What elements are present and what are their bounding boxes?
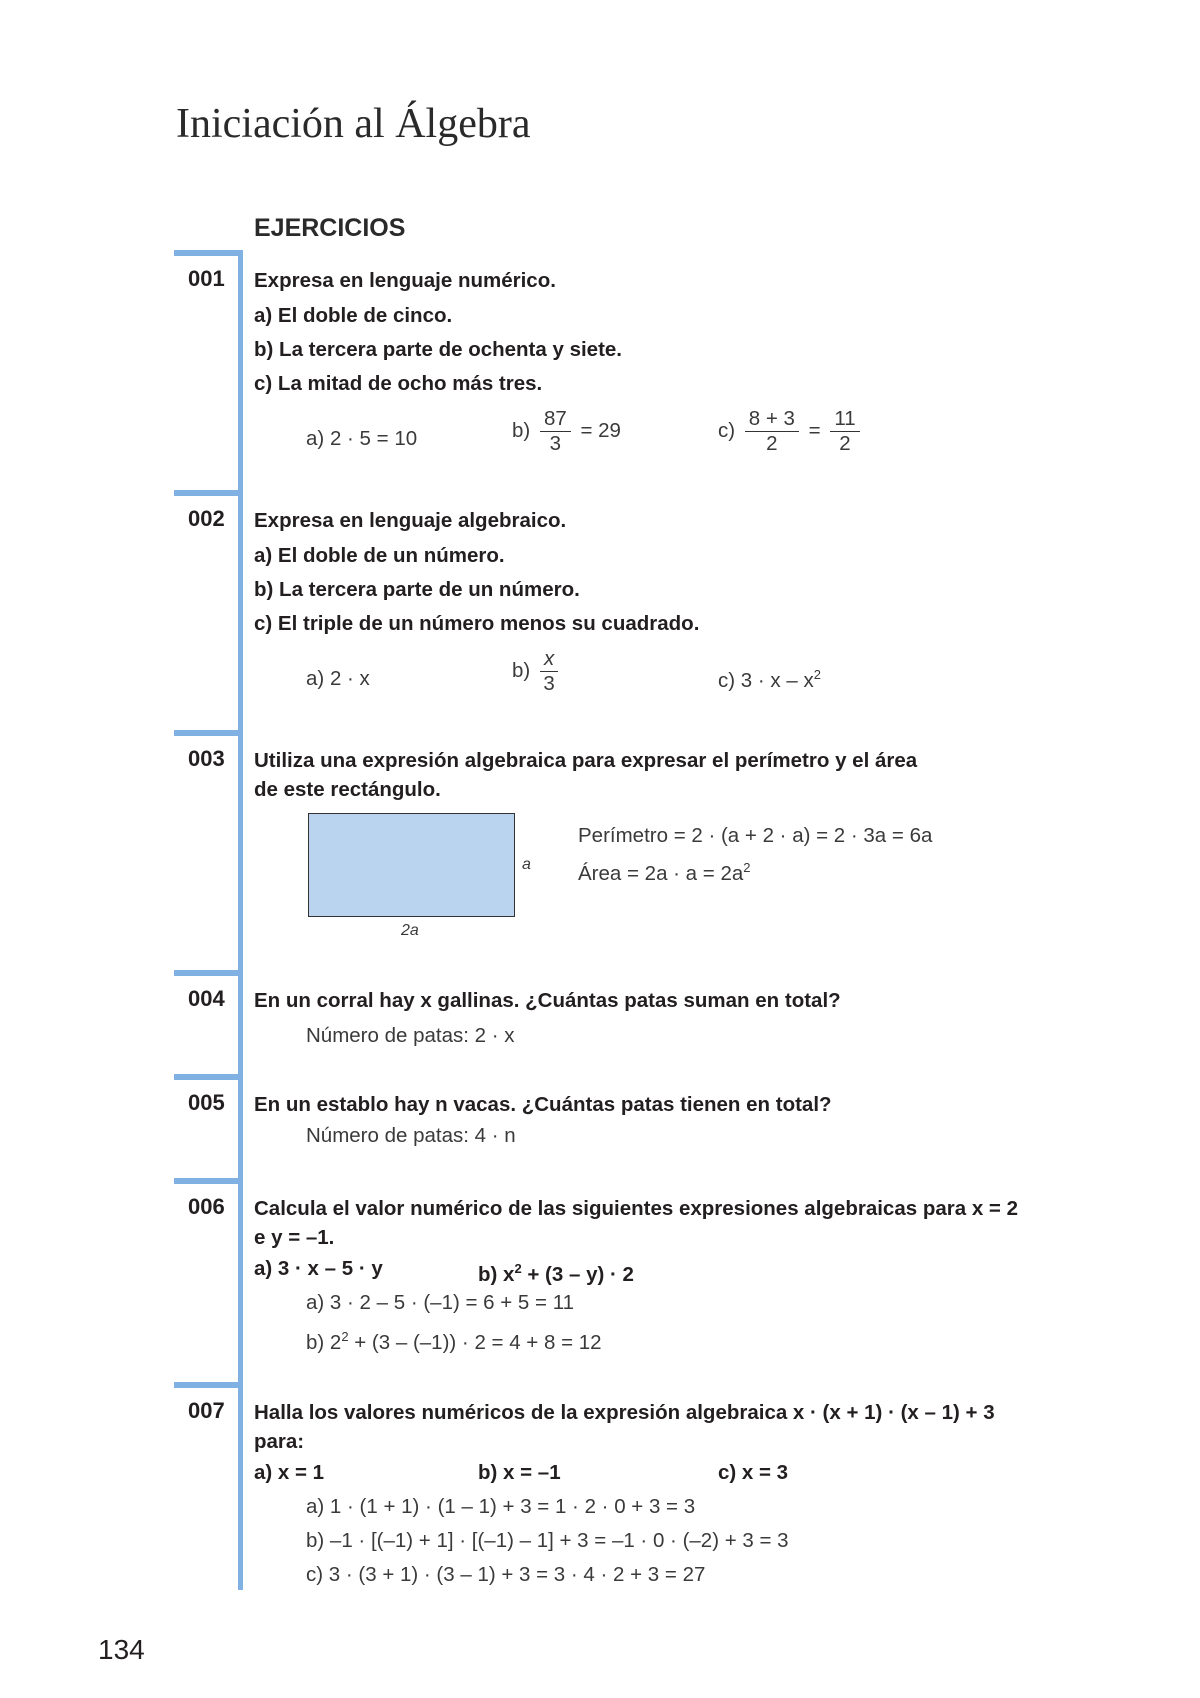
rectangle-base-label: 2a [401,922,419,939]
exercise-marker-bar [174,730,242,736]
exercise-option: a) 3 · x – 5 · y [254,1257,383,1280]
exercise-side-rule [238,490,243,730]
option-text: b) x [478,1262,515,1286]
exercise-option: b) x = –1 [478,1461,561,1484]
answer-text: + (3 – (–1)) · 2 = 4 + 8 = 12 [348,1330,602,1354]
exercise-answer: b) –1 · [(–1) + 1] · [(–1) – 1] + 3 = –1 · 0 · (–2) + 3 = 3 [306,1529,789,1552]
rectangle-figure [308,813,515,917]
answer-label: c) [718,668,736,692]
page-number: 134 [98,1634,145,1665]
exercise-body [254,506,1054,717]
area-formula [578,860,751,886]
area-expression: Área = 2a · a = 2a [578,861,744,885]
exercise-002 [174,490,1054,730]
exercise-marker-bar [174,1382,242,1388]
exercise-question: Expresa en lenguaje numérico. [254,269,556,292]
exercise-006 [174,1178,1054,1382]
exercise-body [254,1090,1054,1153]
exercise-side-rule [238,1074,243,1178]
exercise-body [254,986,1054,1053]
exercise-options [254,1456,1054,1490]
denominator: 2 [839,432,851,455]
exercise-answer: c) 3 · (3 + 1) · (3 – 1) + 3 = 3 · 4 · 2 + 3 = 27 [306,1563,706,1586]
exponent: 2 [743,860,751,875]
exponent: 2 [514,1261,522,1276]
exercise-marker-bar [174,250,242,256]
numerator: 8 + 3 [745,407,799,432]
answer-b [512,407,621,456]
answer-row [254,407,1054,477]
exercise-number: 003 [188,746,225,771]
equals-sign: = [808,418,821,442]
exercise-004 [174,970,1054,1074]
exercise-option: c) El triple de un número menos su cuadrado. [254,612,700,635]
numerator: 87 [540,407,571,432]
exercise-question: e y = –1. [254,1226,335,1249]
exercise-option: c) x = 3 [718,1461,789,1484]
exercise-marker-bar [174,490,242,496]
exercise-side-rule [238,1382,243,1590]
exercise-option: a) El doble de un número. [254,544,505,567]
exercise-005 [174,1074,1054,1178]
fraction [540,407,571,456]
answer-label: c) [718,418,736,442]
fraction [540,647,558,696]
section-heading: EJERCICIOS [254,214,406,242]
exercise-number: 002 [188,506,225,531]
exercise-option: a) El doble de cinco. [254,304,453,327]
numerator: 11 [830,407,859,432]
answer-expression: 2 · 5 = 10 [329,427,418,450]
exercise-body [254,746,1054,804]
exercise-question: Calcula el valor numérico de las siguientes expresiones algebraicas para x = 2 [254,1197,1018,1220]
exercise-number: 005 [188,1090,225,1115]
exercise-body [254,1194,1054,1360]
answer-label: b) [512,418,531,442]
exercise-007 [174,1382,1054,1590]
answer-a [306,667,370,691]
exercise-number: 004 [188,986,225,1011]
page-title: Iniciación al Álgebra [176,101,531,147]
answer-expression: 2 · x [329,667,370,690]
exercise-side-rule [238,730,243,970]
fraction [745,407,799,456]
answer-expression: 3 · x – x [740,668,814,692]
exponent: 2 [813,667,821,682]
exercise-answer [254,1320,1054,1360]
exercise-question: En un corral hay x gallinas. ¿Cuántas patas suman en total? [254,989,841,1012]
answer-label: a) [306,667,325,690]
answer-a [306,427,417,451]
exercise-answer: a) 3 · 2 – 5 · (–1) = 6 + 5 = 11 [306,1291,574,1314]
exercise-option [478,1252,634,1292]
answer-b [512,647,562,696]
exercise-options [254,1252,1054,1286]
exercise-number: 006 [188,1194,225,1219]
denominator: 2 [766,432,778,455]
exercise-option: b) La tercera parte de un número. [254,578,580,601]
numerator: x [540,647,558,672]
exponent: 2 [341,1329,349,1344]
exercise-marker-bar [174,1178,242,1184]
exercise-question: En un establo hay n vacas. ¿Cuántas patas tienen en total? [254,1093,832,1116]
exercise-question: Utiliza una expresión algebraica para expresar el perímetro y el área [254,749,918,772]
exercise-option: a) x = 1 [254,1461,325,1484]
exercise-answer: a) 1 · (1 + 1) · (1 – 1) + 3 = 1 · 2 · 0 + 3 = 3 [306,1495,696,1518]
exercise-number: 007 [188,1398,225,1423]
exercise-side-rule [238,1178,243,1382]
exercise-answer: Número de patas: 2 · x [306,1024,515,1047]
answer-label: a) [306,427,325,450]
answer-c [718,667,821,693]
exercise-question: de este rectángulo. [254,778,441,801]
option-text: + (3 – y) · 2 [521,1262,634,1286]
fraction [830,407,859,456]
exercise-body [254,266,1054,477]
exercise-number: 001 [188,266,225,291]
answer-expression: = 29 [580,418,621,442]
perimeter-formula: Perímetro = 2 · (a + 2 · a) = 2 · 3a = 6a [578,824,933,847]
answer-c [718,407,864,456]
exercise-side-rule [238,970,243,1074]
exercise-option: b) La tercera parte de ochenta y siete. [254,338,622,361]
answer-label: b) [512,658,531,682]
rectangle-height-label: a [522,856,531,873]
exercise-001 [174,250,1054,490]
denominator: 3 [543,672,555,695]
exercise-question: Expresa en lenguaje algebraico. [254,509,567,532]
exercise-question: para: [254,1430,305,1453]
exercise-marker-bar [174,970,242,976]
exercise-answer: Número de patas: 4 · n [306,1124,516,1147]
answer-text: b) 2 [306,1330,342,1354]
exercise-003 [174,730,1054,970]
exercise-option: c) La mitad de ocho más tres. [254,372,543,395]
exercise-body [254,1398,1054,1592]
exercise-marker-bar [174,1074,242,1080]
exercise-side-rule [238,250,243,490]
answer-row [254,647,1054,717]
exercise-question: Halla los valores numéricos de la expresión algebraica x · (x + 1) · (x – 1) + 3 [254,1401,995,1424]
denominator: 3 [549,432,562,455]
